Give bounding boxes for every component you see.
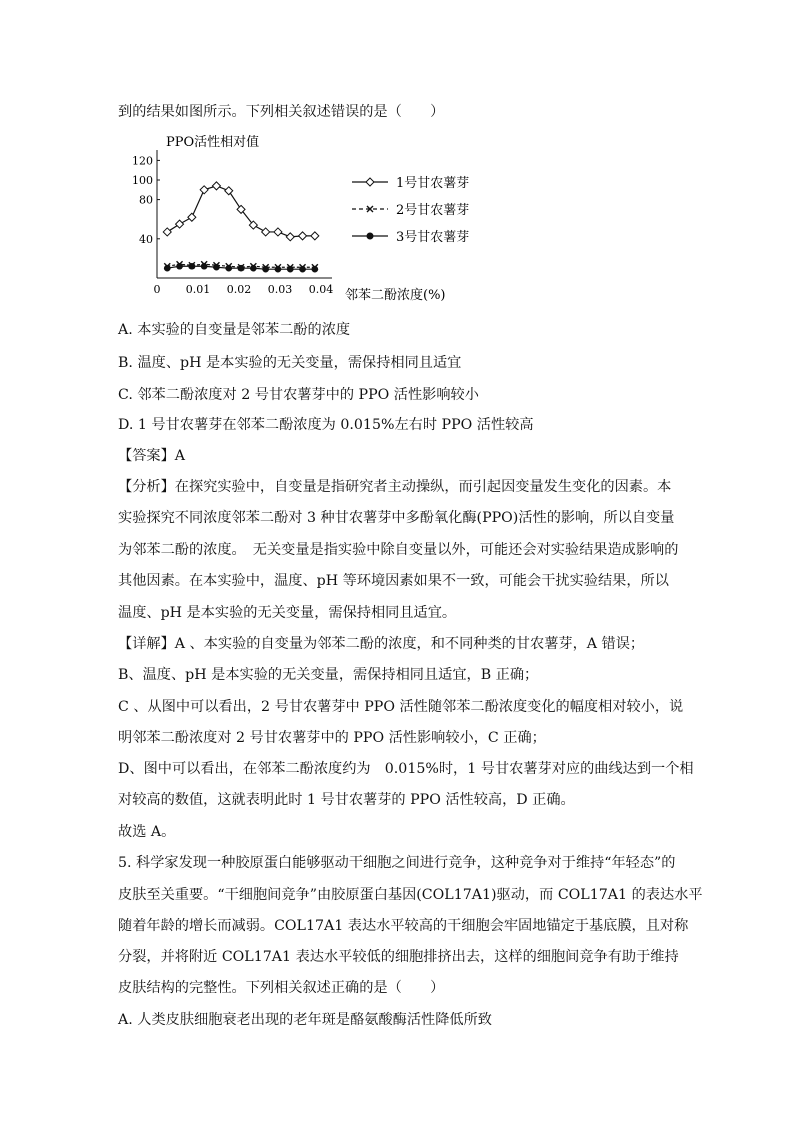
detail-line: 【详解】A 、本实验的自变量为邻苯二酚的浓度，和不同种类的甘农薯芽，A 错误； (118, 636, 645, 652)
y-axis-label: PPO活性相对值 (166, 135, 260, 150)
data-point (225, 187, 233, 195)
data-point (286, 233, 294, 241)
data-point (176, 220, 184, 228)
x-tick-label: 0.04 (308, 283, 334, 296)
option-d: D. 1 号甘农薯芽在邻苯二酚浓度为 0.015%左右时 PPO 活性较高 (118, 417, 534, 433)
q5-line: 皮肤结构的完整性。下列相关叙述正确的是（ ） (118, 980, 445, 996)
detail-line: 故选 A。 (118, 824, 176, 840)
detail-line: 对较高的数值，这就表明此时 1 号甘农薯芽的 PPO 活性较高，D 正确。 (118, 792, 575, 808)
answer: 【答案】A (118, 448, 185, 464)
data-point (275, 266, 282, 273)
data-point (189, 263, 196, 270)
chart-svg (132, 130, 480, 306)
data-point (201, 263, 208, 270)
detail-line: 明邻苯二酚浓度对 2 号甘农薯芽中的 PPO 活性影响较小，C 正确； (118, 730, 546, 746)
data-point (176, 263, 183, 270)
legend-label: 2号甘农薯芽 (396, 203, 470, 218)
q5-line: 5. 科学家发现一种胶原蛋白能够驱动干细胞之间进行竞争，这种竞争对于维持“年轻态”的 (118, 855, 676, 871)
data-point (225, 265, 232, 272)
x-tick-label: 0.03 (267, 283, 293, 296)
data-point (200, 186, 208, 194)
q5-option-a: A. 人类皮肤细胞衰老出现的老年斑是酪氨酸酶活性降低所致 (118, 1012, 492, 1028)
y-tick-label: 100 (132, 174, 153, 187)
x-tick-label: 0 (153, 283, 161, 296)
data-point (299, 266, 306, 273)
data-point (262, 228, 270, 236)
analysis-line: 【分析】在探究实验中，自变量是指研究者主动操纵，而引起因变量发生变化的因素。本 (118, 479, 672, 495)
detail-line: D、图中可以看出，在邻苯二酚浓度约为 0.015%时，1 号甘农薯芽对应的曲线达到一个相 (118, 761, 694, 777)
option-c: C. 邻苯二酚浓度对 2 号甘农薯芽中的 PPO 活性影响较小 (118, 387, 479, 403)
legend-label: 3号甘农薯芽 (396, 230, 470, 245)
legend-label: 1号甘农薯芽 (396, 176, 470, 191)
data-point (312, 266, 319, 273)
analysis-line: 实验探究不同浓度邻苯二酚对 3 种甘农薯芽中多酚氧化酶(PPO)活性的影响，所以自变量 (118, 510, 675, 526)
legend-marker (366, 178, 374, 186)
ppo-chart (132, 130, 480, 306)
y-tick-label: 40 (139, 232, 153, 246)
data-point (164, 265, 171, 272)
data-point (163, 228, 171, 236)
q5-line: 分裂，并将附近 COL17A1 表达水平较低的细胞排挤出去，这样的细胞间竞争有助于维持 (118, 949, 679, 965)
data-point (311, 232, 319, 240)
analysis-line: 其他因素。在本实验中，温度、pH 等环境因素如果不一致，可能会干扰实验结果，所以 (118, 573, 669, 589)
data-point (212, 182, 220, 190)
data-point (250, 265, 257, 272)
data-point (262, 266, 269, 273)
q5-line: 随着年龄的增长而减弱。COL17A1 表达水平较高的干细胞会牢固地锚定于基底膜，且对称 (118, 918, 689, 934)
data-point (213, 264, 220, 271)
data-point (188, 213, 196, 221)
x-axis-label: 邻苯二酚浓度(%) (345, 288, 446, 303)
data-point (238, 265, 245, 272)
option-b: B. 温度、pH 是本实验的无关变量，需保持相同且适宜 (118, 355, 462, 371)
x-tick-label: 0.02 (226, 283, 252, 296)
x-tick-label: 0.01 (185, 283, 211, 296)
detail-line: B、温度、pH 是本实验的无关变量，需保持相同且适宜，B 正确； (118, 667, 539, 683)
legend-marker (367, 233, 374, 240)
detail-line: C 、从图中可以看出，2 号甘农薯芽中 PPO 活性随邻苯二酚浓度变化的幅度相对较小，说 (118, 699, 684, 715)
q5-line: 皮肤至关重要。“干细胞间竞争”由胶原蛋白基因(COL17A1)驱动，而 COL17A1 的表达水平 (118, 887, 703, 903)
data-point (274, 228, 282, 236)
option-a: A. 本实验的自变量是邻苯二酚的浓度 (118, 322, 351, 338)
analysis-line: 为邻苯二酚的浓度。 无关变量是指实验中除自变量以外，可能还会对实验结果造成影响的 (118, 542, 679, 558)
data-point (299, 232, 307, 240)
question-intro: 到的结果如图所示。下列相关叙述错误的是（ ） (118, 104, 445, 120)
analysis-line: 温度、pH 是本实验的无关变量，需保持相同且适宜。 (118, 605, 457, 621)
data-point (287, 266, 294, 273)
y-tick-label: 80 (139, 193, 153, 207)
y-tick-label: 120 (132, 154, 153, 168)
